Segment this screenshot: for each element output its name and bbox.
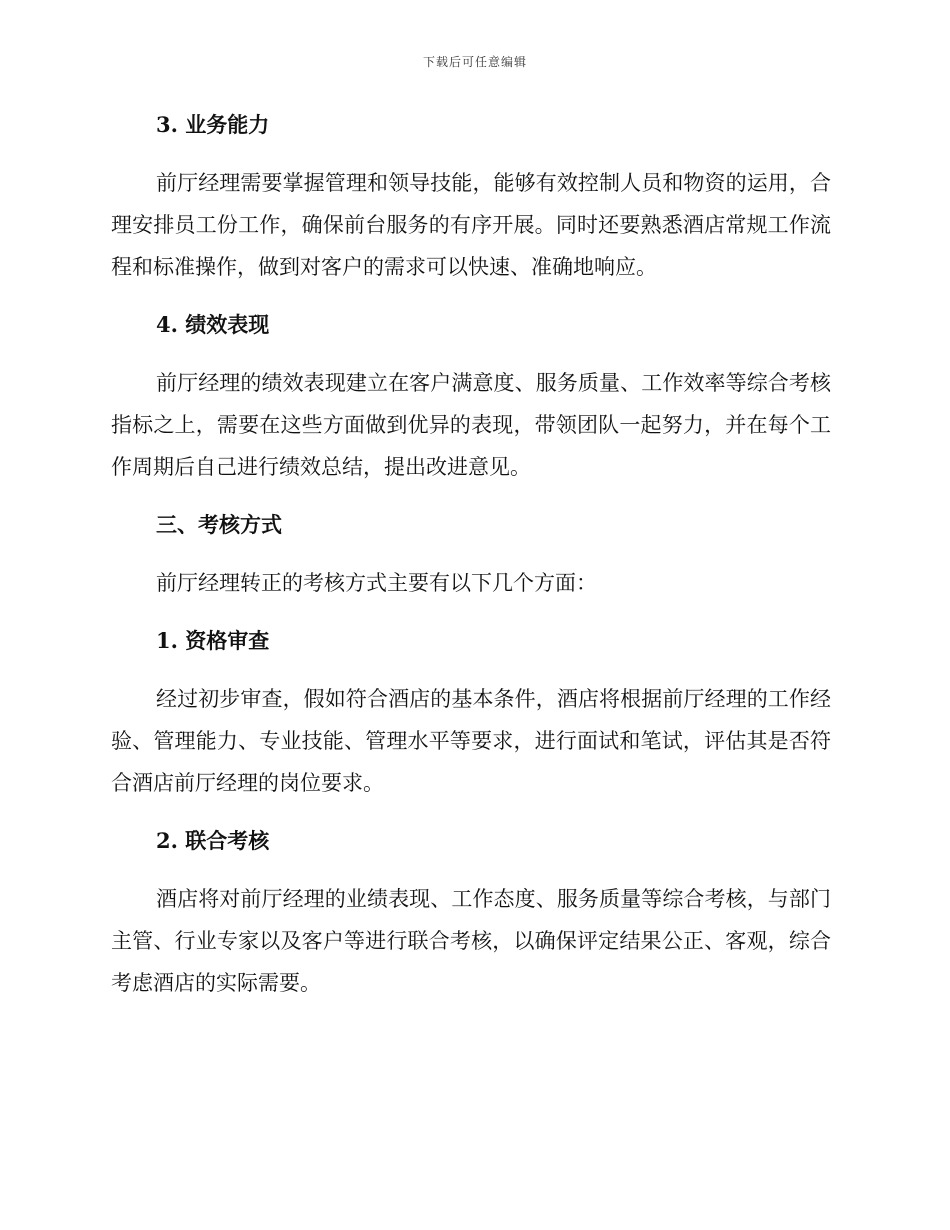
section-heading-performance: 4. 绩效表现 [156,312,270,337]
document-body [111,108,831,1024]
section-heading-qualification-review: 1. 资格审查 [156,628,270,653]
paragraph-joint-assessment: 酒店将对前厅经理的业绩表现、工作态度、服务质量等综合考核，与部门主管、行业专家以及客户等进行联合考核，以确保评定结果公正、客观，综合考虑酒店的实际需要。 [111,887,831,995]
paragraph-performance: 前厅经理的绩效表现建立在客户满意度、服务质量、工作效率等综合考核指标之上，需要在这些方面做到优异的表现，带领团队一起努力，并在每个工作周期后自己进行绩效总结，提出改进意见。 [111,371,831,479]
page-header: 下载后可任意编辑 [422,55,527,69]
section-heading-business-ability: 3. 业务能力 [156,112,270,137]
section-heading-joint-assessment: 2. 联合考核 [156,828,270,853]
paragraph-business-ability: 前厅经理需要掌握管理和领导技能，能够有效控制人员和物资的运用，合理安排员工份工作，确保前台服务的有序开展。同时还要熟悉酒店常规工作流程和标准操作，做到对客户的需求可以快速、准确地响应。 [111,171,831,279]
paragraph-assessment-intro: 前厅经理转正的考核方式主要有以下几个方面： [156,571,597,595]
section-heading-assessment-methods: 三、考核方式 [156,512,282,537]
paragraph-qualification-review: 经过初步审查，假如符合酒店的基本条件，酒店将根据前厅经理的工作经验、管理能力、专业技能、管理水平等要求，进行面试和笔试，评估其是否符合酒店前厅经理的岗位要求。 [111,687,831,795]
